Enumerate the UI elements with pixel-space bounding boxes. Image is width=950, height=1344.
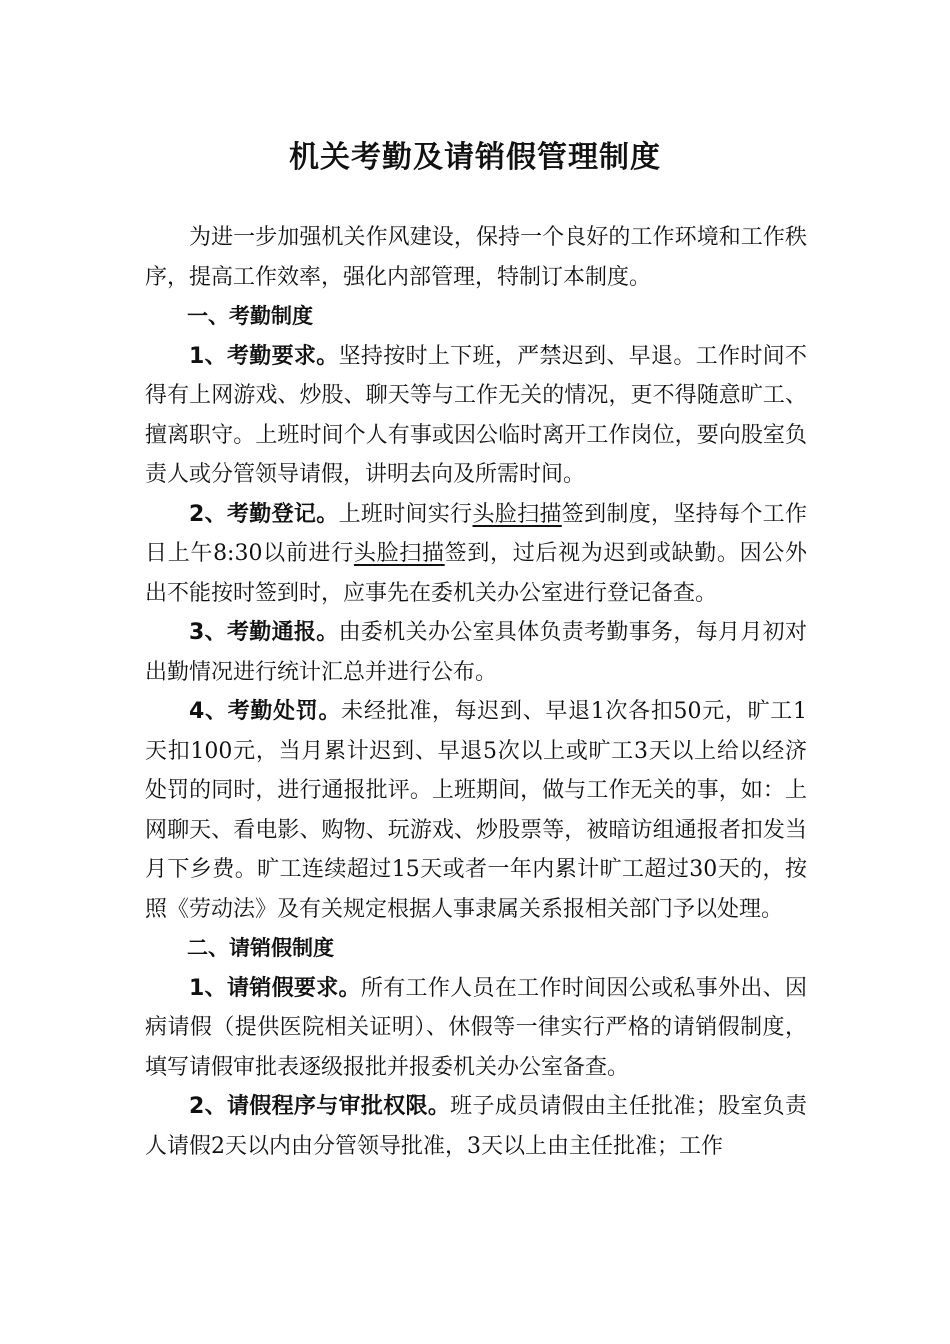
- paragraph-lead: 4、考勤处罚。: [189, 699, 342, 724]
- paragraph-lead: 1、请销假要求。: [189, 975, 361, 1001]
- paragraph-text: 所有工作人员在工作时间因公或私事外出、因病请假（提供医院相关证明）、休假等一律实行严格的请销假制度，填写请假审批表逐级报批并报委机关办公室备查。: [145, 975, 807, 1080]
- intro-paragraph: 为进一步加强机关作风建设，保持一个良好的工作环境和工作秩序，提高工作效率，强化内部管理，特制订本制度。: [145, 225, 807, 290]
- attendance-requirement-paragraph: [145, 337, 807, 495]
- paragraph-lead: 2、请假程序与审批权限。: [189, 1094, 451, 1119]
- underlined-term: 头脸扫描: [353, 541, 445, 566]
- paragraph-lead: 2、考勤登记。: [189, 501, 339, 527]
- leave-procedure-paragraph: [145, 1087, 807, 1166]
- paragraph-text: 未经批准，每迟到、早退1次各扣50元，旷工1天扣100元，当月累计迟到、早退5次以上或旷工3天以上给以经济处罚的同时，进行通报批评。上班期间，做与工作无关的事，如：上网聊天、看电影、购物、玩游戏、炒股票等，被暗访组通报者扣发当月下乡费。旷工连续超过15天或者一年内累计旷工超过30天的，按照《劳动法》及有关规定根据人事隶属关系报相关部门予以处理。: [145, 699, 807, 922]
- paragraph-lead: 3、考勤通报。: [189, 620, 339, 645]
- leave-requirement-paragraph: [145, 969, 807, 1088]
- paragraph-text: 由委机关办公室具体负责考勤事务，每月月初对出勤情况进行统计汇总并进行公布。: [145, 620, 807, 685]
- attendance-penalty-paragraph: [145, 692, 807, 929]
- document-title: 机关考勤及请销假管理制度: [289, 140, 661, 175]
- paragraph-text: 坚持按时上下班，严禁迟到、早退。工作时间不得有上网游戏、炒股、聊天等与工作无关的情况，更不得随意旷工、擅离职守。上班时间个人有事或因公临时离开工作岗位，要向股室负责人或分管领导请假，讲明去向及所需时间。: [145, 343, 807, 487]
- paragraph-text: 签到，过后视为迟到或缺勤。因公外出不能按时签到时，应事先在委机关办公室进行登记备查。: [145, 541, 807, 606]
- paragraph-lead: 1、考勤要求。: [189, 343, 339, 369]
- document-body: [145, 218, 807, 1166]
- paragraph-text: 班子成员请假由主任批准；股室负责人请假2天以内由分管领导批准，3天以上由主任批准；工作: [145, 1094, 807, 1159]
- underlined-term: 头脸扫描: [472, 501, 562, 527]
- attendance-report-paragraph: [145, 613, 807, 692]
- section-heading-attendance: 一、考勤制度: [187, 304, 313, 328]
- paragraph-text: 签到制度，坚持每个工作日上午8:30以前进行: [145, 501, 807, 566]
- section-heading-leave: 二、请销假制度: [187, 936, 334, 960]
- paragraph-text: 上班时间实行: [338, 501, 473, 527]
- attendance-registration-paragraph: [145, 495, 807, 614]
